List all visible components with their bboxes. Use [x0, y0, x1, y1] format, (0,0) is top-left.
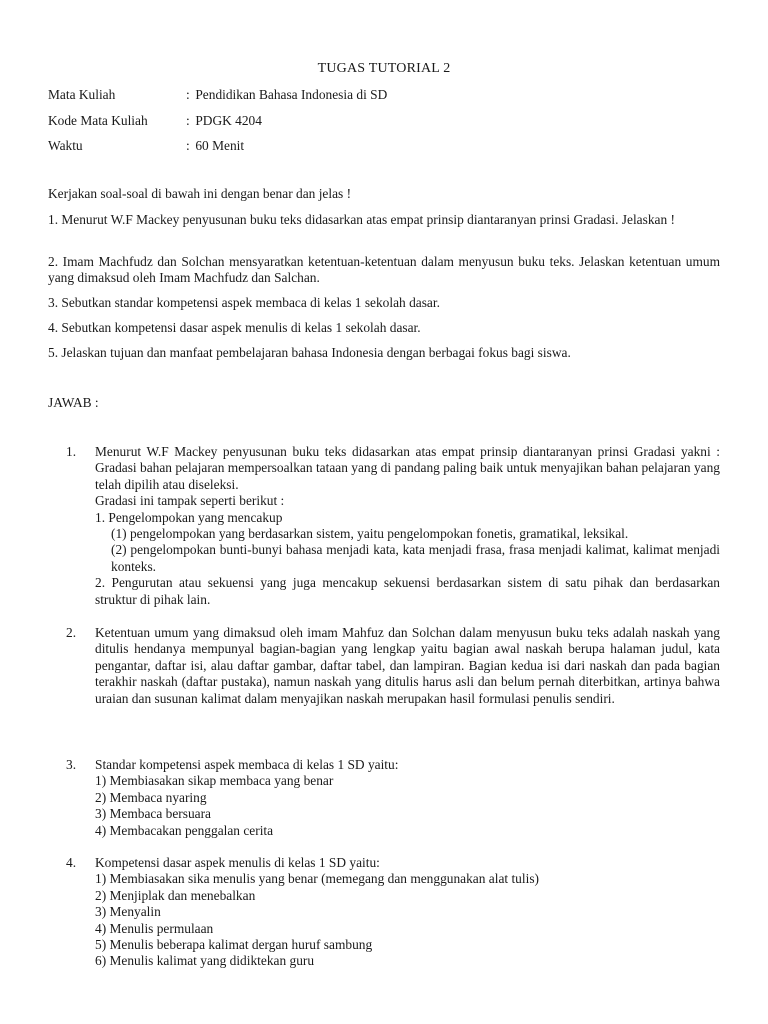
list-item: 4) Menulis permulaan — [95, 920, 214, 936]
course-info-row — [48, 113, 387, 139]
list-item: 5) Menulis beberapa kalimat dergan huruf sambung — [95, 937, 373, 953]
question-4: 4. Sebutkan kompetensi dasar aspek menulis di kelas 1 sekolah dasar. — [48, 320, 421, 335]
answer-3 — [66, 757, 720, 839]
time-label: Waktu — [48, 138, 83, 153]
answer-number: 4. — [66, 855, 77, 870]
course-info — [48, 87, 387, 164]
answer-1-sublist — [95, 526, 720, 575]
separator: : — [186, 138, 190, 153]
answer-1-subitem: (2) pengelompokan bunti-bunyi bahasa menjadi kata, kata menjadi frasa, frasa menjadi kalimat, kalimat menjadi konteks. — [111, 542, 720, 574]
answer-1 — [66, 444, 720, 608]
answer-2 — [66, 625, 720, 707]
answer-4 — [66, 855, 720, 970]
list-item: 2) Membaca nyaring — [95, 789, 207, 805]
question-3: 3. Sebutkan standar kompetensi aspek membaca di kelas 1 sekolah dasar. — [48, 295, 440, 310]
answer-number: 3. — [66, 757, 77, 772]
answer-1-line: 2. Pengurutan atau sekuensi yang juga mencakup sekuensi berdasarkan sistem di satu pihak dan berdasarkan struktur di pihak lain. — [95, 575, 720, 607]
list-item: 4) Membacakan penggalan cerita — [95, 822, 274, 838]
list-item: 6) Menulis kalimat yang didiktekan guru — [95, 953, 315, 969]
time-value: 60 Menit — [195, 138, 245, 153]
question-5: 5. Jelaskan tujuan dan manfaat pembelajaran bahasa Indonesia dengan berbagai fokus bagi siswa. — [48, 345, 571, 360]
course-code-value: PDGK 4204 — [195, 112, 262, 128]
answer-1-line: 1. Pengelompokan yang mencakup — [95, 509, 283, 525]
answer-3-body — [95, 757, 720, 839]
list-item: 1) Membiasakan sikap membaca yang benar — [95, 773, 334, 789]
question-1: 1. Menurut W.F Mackey penyusunan buku teks didasarkan atas empat prinsip diantaranyan prinsi Gradasi. Jelaskan ! — [48, 212, 675, 227]
answer-2-body: Ketentuan umum yang dimaksud oleh imam Mahfuz dan Solchan dalam menyusun buku teks adalah naskah yang ditulis hendanya mempunyal bagian-bagian yang lengkap yaitu bagian awal naskah berupa halaman judul, kata pengantar, daftar isi, alau daftar gambar, daftar tabel, dan lampiran. Bagian kedua isi dari naskah dan pada bagian terakhir naskah (daftar pustaka), namun naskah yang ditulis harus asli dan belum pernah diterbitkan, artinya bahwa uraian dan susunan kalimat dalam menyajikan naskah merupakan hasil formulasi penulis sendiri. — [95, 625, 720, 706]
list-item: 2) Menjiplak dan menebalkan — [95, 887, 256, 903]
list-item: 1) Membiasakan sika menulis yang benar (memegang dan menggunakan alat tulis) — [95, 871, 539, 887]
question-2: 2. Imam Machfudz dan Solchan mensyaratkan ketentuan-ketentuan dalam menyusun buku teks. Jelaskan ketentuan umum yang dimaksud oleh Imam Machfudz dan Salchan. — [48, 254, 720, 286]
answer-1-subitem: (1) pengelompokan yang berdasarkan sistem, yaitu pengelompokan fonetis, gramatikal, leksikal. — [111, 526, 629, 542]
separator: : — [186, 112, 190, 128]
answer-heading: JAWAB : — [48, 395, 99, 410]
course-name-label: Mata Kuliah — [48, 87, 116, 102]
course-info-row — [48, 138, 387, 164]
course-info-row — [48, 87, 387, 113]
list-item: 3) Menyalin — [95, 904, 161, 920]
answer-number: 2. — [66, 625, 77, 640]
answer-3-head: Standar kompetensi aspek membaca di kelas 1 SD yaitu: — [95, 757, 399, 772]
document-title: TUGAS TUTORIAL 2 — [317, 61, 451, 76]
answer-1-intro: Menurut W.F Mackey penyusunan buku teks didasarkan atas empat prinsip diantaranyan prinsi Gradasi yakni : Gradasi bahan pelajaran mempersoalkan tataan yang di pandang paling baik untuk menyajikan bahan pelajaran yang telah dipilih atau diseleksi. — [95, 444, 720, 492]
answer-4-body — [95, 855, 720, 970]
answer-1-body — [95, 444, 720, 608]
answer-number: 1. — [66, 444, 77, 459]
instruction: Kerjakan soal-soal di bawah ini dengan benar dan jelas ! — [48, 186, 352, 201]
list-item: 3) Membaca bersuara — [95, 806, 211, 822]
separator: : — [186, 87, 190, 102]
answer-4-head: Kompetensi dasar aspek menulis di kelas 1 SD yaitu: — [95, 855, 380, 870]
answer-1-line: Gradasi ini tampak seperti berikut : — [95, 493, 285, 509]
course-name-value: Pendidikan Bahasa Indonesia di SD — [195, 87, 388, 102]
course-code-label: Kode Mata Kuliah — [48, 112, 148, 128]
